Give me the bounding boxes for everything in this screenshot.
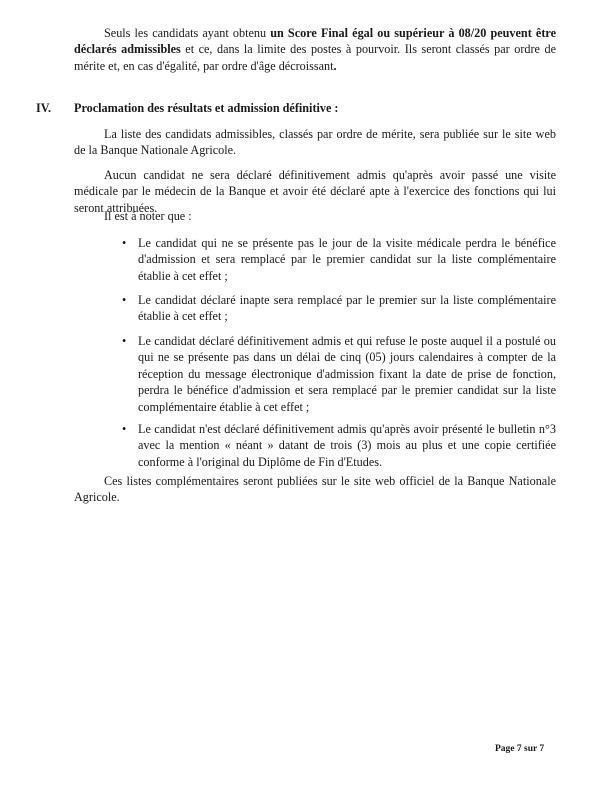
medical-visit-paragraph: Aucun candidat ne sera déclaré définitivement admis qu'après avoir passé une visite médicale par le médecin de la Banque et avoir été déclaré apte à l'exercice des fonctions qui lui seront attribuées. [74, 168, 556, 215]
list-publication-paragraph: La liste des candidats admissibles, classés par ordre de mérite, sera publiée sur le site web de la Banque Nationale Agricole. [74, 127, 556, 158]
closing-paragraph: Ces listes complémentaires seront publiées sur le site web officiel de la Banque Nationale Agricole. [74, 474, 556, 505]
list-item-text: Le candidat n'est déclaré définitivement admis qu'après avoir présenté le bulletin n°3 avec la mention « néant » datant de trois (3) mois au plus et une copie certifiée conforme à l'original du Diplôme de Fin d'Etudes. [138, 422, 556, 469]
bullet-list [122, 235, 556, 284]
bullet-list [122, 421, 556, 470]
note-intro-paragraph: Il est à noter que : [104, 209, 192, 223]
page-number: Page 7 sur 7 [495, 744, 545, 754]
intro-bold-condition: un Score Final égal ou supérieur à 08/20 peuvent être déclarés admissibles [74, 26, 556, 57]
bullet-icon: • [122, 293, 127, 307]
list-item [122, 292, 556, 325]
section-number: IV. [36, 101, 52, 115]
list-item-text: Le candidat déclaré définitivement admis et qui refuse le poste auquel il a postulé ou qui ne se présente pas dans un délai de cinq (05) jours calendaires à compter de la réception du message électronique d'admission fixant la date de prise de fonction, perdra le bénéfice d'admission et sera remplacé par le premier candidat sur la liste complémentaire établie à cet effet ; [138, 334, 556, 414]
bullet-icon: • [122, 236, 127, 250]
list-item-text: Le candidat qui ne se présente pas le jour de la visite médicale perdra le bénéfice d'admission et sera remplacé par le premier candidat sur la liste complémentaire établie à cet effet ; [138, 236, 556, 283]
list-item [122, 421, 556, 470]
intro-middle: et ce, dans la limite des postes à pourvoir. Ils seront classés par ordre de mérite et, en cas d'égalité, par ordre d'âge décroissant [74, 42, 556, 73]
intro-prefix: Seuls les candidats ayant obtenu [104, 26, 271, 40]
bullet-list [122, 292, 556, 325]
bullet-icon: • [122, 334, 127, 348]
list-item [122, 235, 556, 284]
list-item [122, 333, 556, 415]
bullet-list [122, 333, 556, 415]
admissibility-paragraph [74, 25, 556, 74]
section-heading [36, 100, 556, 116]
section-title: Proclamation des résultats et admission définitive : [74, 101, 339, 115]
intro-end: . [333, 58, 337, 73]
bullet-icon: • [122, 422, 127, 436]
list-item-text: Le candidat déclaré inapte sera remplacé par le premier sur la liste complémentaire établie à cet effet ; [138, 293, 556, 324]
